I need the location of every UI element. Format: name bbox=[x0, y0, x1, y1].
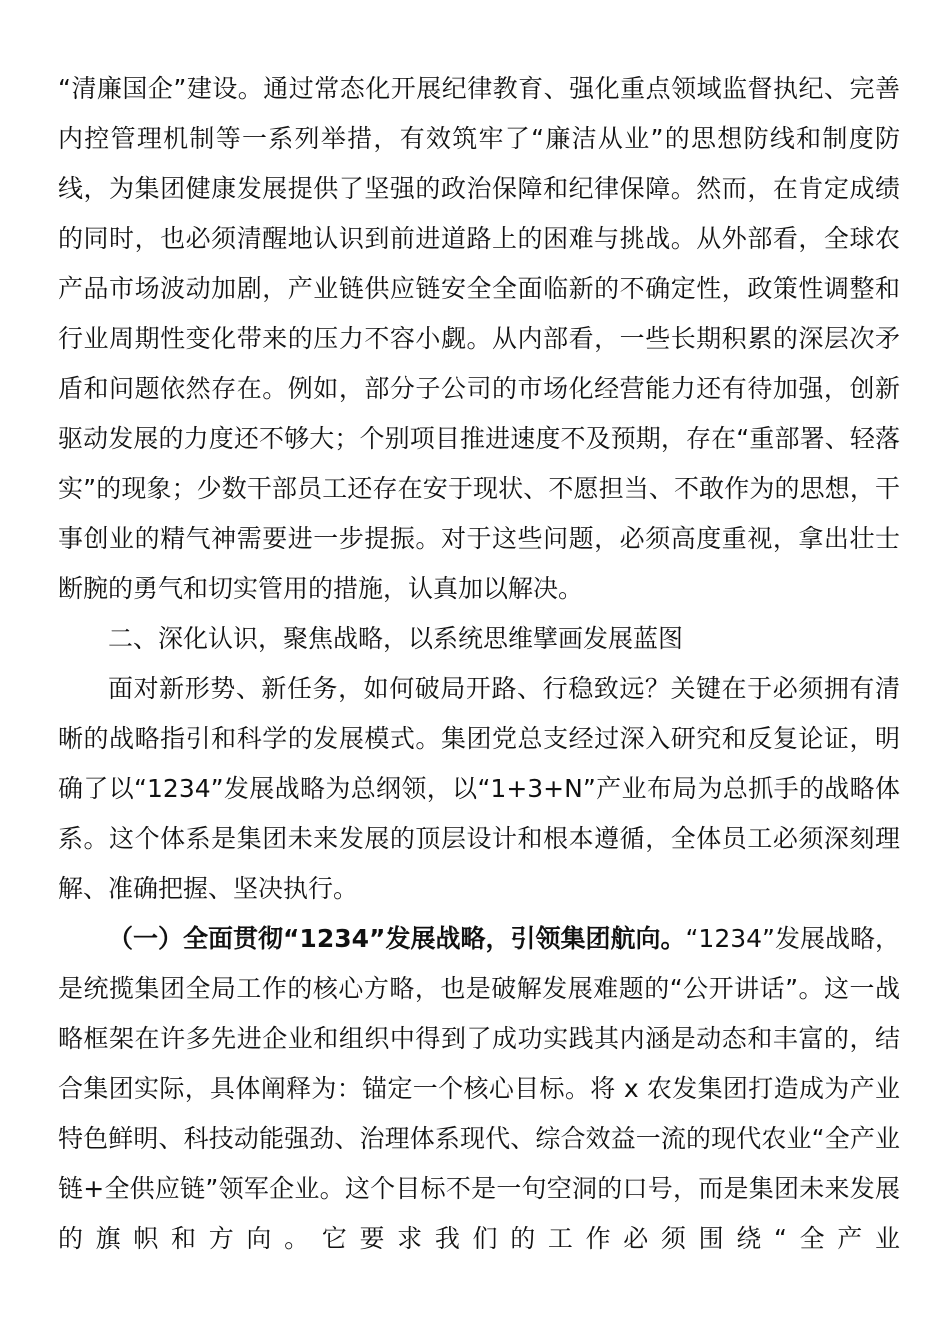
paragraph-challenges: “清廉国企”建设。通过常态化开展纪律教育、强化重点领域监督执纪、完善内控管理机制等一系列举措，有效筑牢了“廉洁从业”的思想防线和制度防线，为集团健康发展提供了坚强的政治保障和纪律保障。然而，在肯定成绩的同时，也必须清醒地认识到前进道路上的困难与挑战。从外部看，全球农产品市场波动加剧，产业链供应链安全全面临新的不确定性，政策性调整和行业周期性变化带来的压力不容小觑。从内部看，一些长期积累的深层次矛盾和问题依然存在。例如，部分子公司的市场化经营能力还有待加强，创新驱动发展的力度还不够大；个别项目推进速度不及预期，存在“重部署、轻落实”的现象；少数干部员工还存在安于现状、不愿担当、不敢作为的思想，干事创业的精气神需要进一步提振。对于这些问题，必须高度重视，拿出壮士断腕的勇气和切实管用的措施，认真加以解决。 bbox=[58, 74, 900, 603]
paragraph-strategy-intro: 面对新形势、新任务，如何破局开路、行稳致远？关键在于必须拥有清晰的战略指引和科学的发展模式。集团党总支经过深入研究和反复论证，明确了以“1234”发展战略为总纲领，以“1+3+N”产业布局为总抓手的战略体系。这个体系是集团未来发展的顶层设计和根本遵循，全体员工必须深刻理解、准确把握、坚决执行。 bbox=[58, 674, 900, 903]
paragraph-1234-body: “1234”发展战略，是统揽集团全局工作的核心方略，也是破解发展难题的“公开讲话”。这一战略框架在许多先进企业和组织中得到了成功实践其内涵是动态和丰富的，结合集团实际，具体阐释为：锚定一个核心目标。将 x 农发集团打造成为产业特色鲜明、科技动能强劲、治理体系现代、综合效益一流的现代农业“全产业链+全供应链”领军企业。这个目标不是一句空洞的口号，而是集团未来发展的旗帜和方向。它要求我们的工作必须围绕“全产业 bbox=[58, 924, 900, 1253]
subheading-1234: （一）全面贯彻“1234”发展战略，引领集团航向。 bbox=[108, 924, 686, 953]
document-body bbox=[58, 64, 900, 1264]
section-heading-2: 二、深化认识，聚焦战略，以系统思维擘画发展蓝图 bbox=[108, 624, 684, 653]
paragraph-1234-strategy bbox=[58, 914, 900, 1264]
